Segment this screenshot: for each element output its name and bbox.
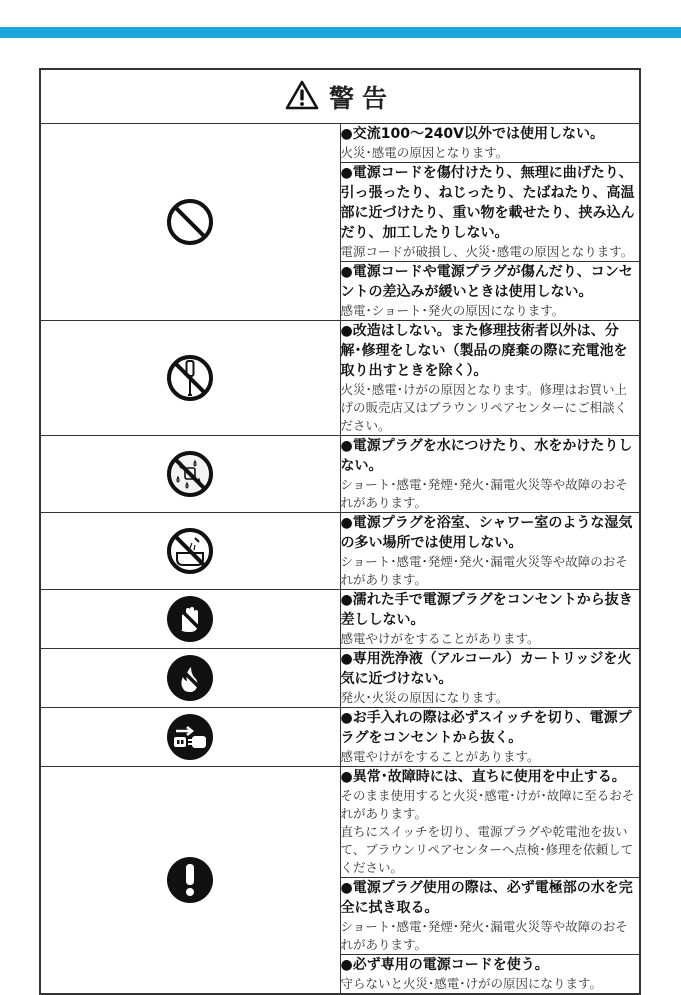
warning-note: 感電･ショート･発火の原因になります。 [340,303,565,318]
warning-table [39,68,641,995]
warning-header [40,69,640,124]
icon-cell [40,513,340,590]
warning-note: 感電やけがをすることがあります。 [340,631,540,646]
unplug-icon [41,712,340,762]
warning-note: 感電やけがをすることがあります。 [340,749,540,764]
mandatory-exclamation-icon [41,855,340,905]
warning-text-cell [340,767,640,878]
warning-heading: ●必ず専用の電源コードを使う。 [340,957,549,973]
warning-note: 火災･感電の原因となります。 [340,145,509,160]
warning-text-cell [340,649,640,708]
prohibition-icon [41,197,340,247]
no-water-icon [41,449,340,499]
warning-row [40,590,640,649]
icon-cell [40,708,340,767]
warning-text-cell [340,163,640,262]
warning-triangle-icon [285,80,319,114]
icon-cell [40,590,340,649]
warning-heading: ●改造はしない。また修理技術者以外は、分解･修理をしない（製品の廃棄の際に充電池を取り出すときを除く）。 [340,323,628,379]
warning-note: ショート･感電･発煙･発火･漏電火災等や故障のおそれがあります。 [340,919,628,952]
warning-text-cell [340,513,640,590]
warning-title: 警告 [328,83,395,113]
no-fire-icon [41,653,340,703]
warning-row [40,767,640,878]
no-disassembly-icon [41,353,340,403]
warning-text-cell [340,590,640,649]
warning-note: ショート･感電･発煙･発火･漏電火災等や故障のおそれがあります。 [340,554,628,587]
warning-row [40,321,640,436]
warning-text-cell [340,124,640,163]
warning-text-cell [340,262,640,321]
warning-row [40,513,640,590]
warning-heading: ●電源コードを傷付けたり、無理に曲げたり、引っ張ったり、ねじったり、たばねたり、高温部に近づけたり、重い物を載せたり、挟み込んだり、加工したりしない。 [340,165,635,241]
warning-note: 発火･火災の原因になります。 [340,690,509,705]
warning-heading: ●電源プラグ使用の際は、必ず電極部の水を完全に拭き取る。 [340,880,633,916]
warning-note: 守らないと火災･感電･けがの原因になります。 [340,976,603,991]
icon-cell [40,124,340,321]
warning-heading: ●電源プラグを水につけたり、水をかけたりしない。 [340,438,633,474]
icon-cell [40,767,340,995]
icon-cell [40,321,340,436]
warning-heading: ●専用洗浄液（アルコール）カートリッジを火気に近づけない。 [340,651,632,687]
warning-row [40,708,640,767]
warning-note: 電源コードが破損し、火災･感電の原因となります。 [340,244,634,259]
icon-cell [40,436,340,513]
warning-heading: ●交流100〜240V以外では使用しない。 [340,126,604,142]
warning-note: 火災･感電･けがの原因となります。修理はお買い上げの販売店又はブラウンリペアセンターにご相談ください。 [340,382,628,433]
top-color-band [0,27,681,38]
warning-heading: ●電源プラグを浴室、シャワー室のような湿気の多い場所では使用しない。 [340,515,633,551]
warning-row [40,436,640,513]
warning-note: そのまま使用すると火災･感電･けが･故障に至るおそれがあります。 [340,788,635,821]
warning-text-cell [340,878,640,955]
warning-note: 直ちにスイッチを切り、電源プラグや乾電池を抜いて、ブラウンリペアセンターへ点検･修理を依頼してください。 [340,824,634,875]
warning-heading: ●電源コードや電源プラグが傷んだり、コンセントの差込みが緩いときは使用しない。 [340,264,633,300]
warning-heading: ●異常･故障時には、直ちに使用を中止する。 [340,769,626,785]
warning-text-cell [340,708,640,767]
warning-header-row [40,69,640,124]
no-bathroom-icon [41,526,340,576]
warning-note: ショート･感電･発煙･発火･漏電火災等や故障のおそれがあります。 [340,477,628,510]
warning-text-cell [340,321,640,436]
warning-row [40,649,640,708]
no-wet-hands-icon [41,594,340,644]
warning-heading: ●お手入れの際は必ずスイッチを切り、電源プラグをコンセントから抜く。 [340,710,632,746]
warning-heading: ●濡れた手で電源プラグをコンセントから抜き差ししない。 [340,592,633,628]
warning-text-cell [340,436,640,513]
warning-row [40,124,640,163]
warning-text-cell [340,955,640,995]
icon-cell [40,649,340,708]
